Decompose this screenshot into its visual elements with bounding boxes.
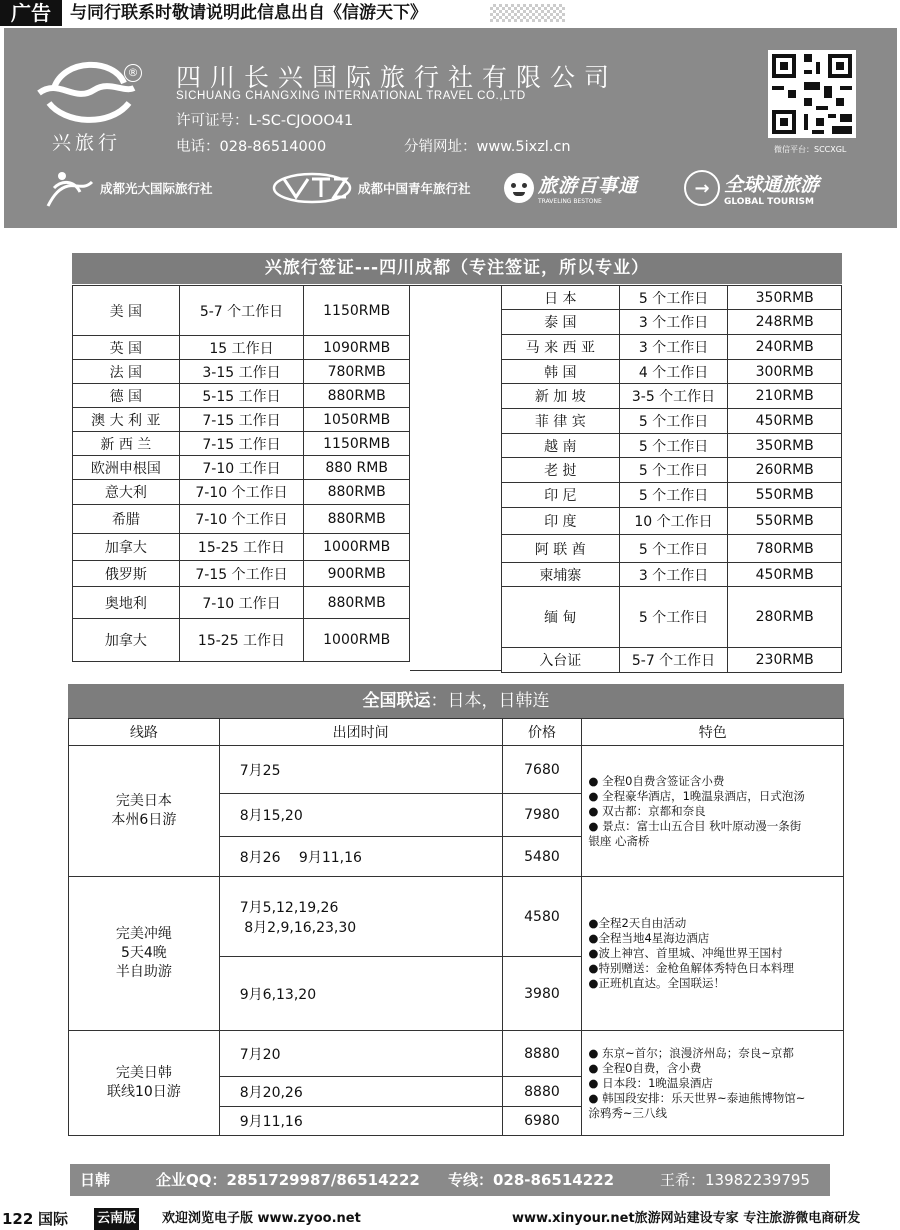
- visa-row: [73, 286, 410, 336]
- visa-time: 5 个工作日: [619, 535, 728, 563]
- visa-country: 入台证: [502, 648, 620, 673]
- visa-row: [73, 360, 410, 384]
- tour-price: 8880: [502, 1077, 582, 1107]
- visa-price: 1150RMB: [304, 432, 410, 456]
- tour-date: 8月15,20: [219, 794, 502, 837]
- visa-price: 880RMB: [304, 384, 410, 408]
- visa-row: [502, 335, 842, 360]
- visa-row: [73, 408, 410, 432]
- visa-time: 7-10 个工作日: [179, 480, 304, 505]
- contact-label: 日韩: [80, 1171, 111, 1189]
- visa-time: 5 个工作日: [619, 409, 728, 434]
- decorative-pattern: [490, 4, 565, 22]
- visa-row: [73, 336, 410, 360]
- tour-price: 7680: [502, 746, 582, 794]
- visa-country: 希腊: [73, 505, 180, 534]
- arrow-circle-icon: →: [684, 170, 720, 206]
- tour-price: 4580: [502, 877, 582, 957]
- visa-country: 韩 国: [502, 360, 620, 384]
- company-name-en: SICHUANG CHANGXING INTERNATIONAL TRAVEL CO.,LTD: [176, 90, 526, 102]
- visa-price: 1090RMB: [304, 336, 410, 360]
- visa-country: 法 国: [73, 360, 180, 384]
- wave-logo-icon: [34, 48, 144, 128]
- license-number: 许可证号：L-SC-CJOOO41: [176, 113, 354, 129]
- tour-date: 8月26 9月11,16: [219, 837, 502, 877]
- visa-price: 450RMB: [728, 409, 842, 434]
- visa-price: 450RMB: [728, 563, 842, 587]
- source-notice: 与同行联系时敬请说明此信息出自《信游天下》: [70, 3, 427, 23]
- cyts-logo-icon: [272, 171, 352, 205]
- header-date: 出团时间: [219, 719, 502, 746]
- visa-row: [73, 480, 410, 505]
- visa-row: [73, 505, 410, 534]
- tour-date: 7月5,12,19,26 8月2,9,16,23,30: [219, 877, 502, 957]
- agency-banner: [4, 28, 897, 228]
- partner-name: 旅游百事通: [538, 175, 639, 197]
- visa-country: 加拿大: [73, 619, 180, 662]
- contact-bar: [70, 1164, 830, 1196]
- table-spacer: [410, 285, 501, 671]
- feature-line: ●全程当地4星海边酒店: [588, 931, 710, 945]
- page-number: 122: [2, 1210, 34, 1228]
- visa-time: 3 个工作日: [619, 335, 728, 360]
- visa-country: 印 尼: [502, 483, 620, 508]
- header-features: 特色: [582, 719, 844, 746]
- visa-price: 780RMB: [728, 535, 842, 563]
- visa-price: 780RMB: [304, 360, 410, 384]
- visa-price: 880 RMB: [304, 456, 410, 480]
- partner-sub: TRAVELING BESTONE: [538, 198, 602, 205]
- visa-row: [502, 384, 842, 409]
- contact-line: 专线：028-86514222: [448, 1171, 615, 1189]
- partner-cyts: [272, 168, 471, 208]
- visa-row: [502, 434, 842, 458]
- visa-row: [502, 483, 842, 508]
- visa-time: 15 工作日: [179, 336, 304, 360]
- tour-route: 完美日韩 联线10日游: [69, 1031, 220, 1136]
- visa-row: [502, 587, 842, 648]
- visa-country: 奥地利: [73, 587, 180, 619]
- visa-time: 3-15 工作日: [179, 360, 304, 384]
- visa-time: 5-7 个工作日: [619, 648, 728, 673]
- visa-time: 5 个工作日: [619, 483, 728, 508]
- visa-price: 1000RMB: [304, 619, 410, 662]
- header-price: 价格: [502, 719, 582, 746]
- visa-price: 880RMB: [304, 587, 410, 619]
- tour-price: 3980: [502, 957, 582, 1031]
- header-route: 线路: [69, 719, 220, 746]
- partner-global: [684, 168, 819, 208]
- visa-row: [502, 563, 842, 587]
- tour-price: 7980: [502, 794, 582, 837]
- tour-date: 7月25: [219, 746, 502, 794]
- tour-title-rest: ：日本，日韩连: [430, 691, 550, 711]
- visa-time: 5-15 工作日: [179, 384, 304, 408]
- wechat-label: 微信平台：SCCXGL: [774, 145, 847, 154]
- feature-line: ●正班机直达。全国联运！: [588, 976, 725, 990]
- visa-time: 3 个工作日: [619, 563, 728, 587]
- visa-price: 260RMB: [728, 458, 842, 483]
- visa-country: 印 度: [502, 508, 620, 535]
- visa-time: 7-15 个工作日: [179, 561, 304, 587]
- visa-time: 7-15 工作日: [179, 432, 304, 456]
- tour-table: [68, 718, 844, 1136]
- feature-line: ● 韩国段安排：乐天世界~泰迪熊博物馆~: [588, 1090, 806, 1105]
- partner-name: 成都光大国际旅行社: [100, 181, 213, 196]
- visa-row: [73, 587, 410, 619]
- tour-date: 7月20: [219, 1031, 502, 1077]
- visa-country: 新 加 坡: [502, 384, 620, 409]
- visa-table-right: [501, 285, 842, 673]
- visa-country: 老 挝: [502, 458, 620, 483]
- tour-features: [582, 877, 844, 1031]
- visa-price: 1050RMB: [304, 408, 410, 432]
- feature-line: ● 全程0自费，含小费: [588, 1060, 702, 1075]
- visa-price: 210RMB: [728, 384, 842, 409]
- visa-price: 300RMB: [728, 360, 842, 384]
- visa-country: 德 国: [73, 384, 180, 408]
- distribution-website: 分销网址：www.5ixzl.cn: [404, 139, 571, 155]
- visa-price: 1150RMB: [304, 286, 410, 336]
- feature-line: 银座 心斋桥: [588, 833, 650, 848]
- runner-logo-icon: [40, 168, 100, 208]
- visa-time: 10 个工作日: [619, 508, 728, 535]
- visa-country: 美 国: [73, 286, 180, 336]
- visa-price: 550RMB: [728, 508, 842, 535]
- visa-country: 柬埔寨: [502, 563, 620, 587]
- tour-date: 9月6,13,20: [219, 957, 502, 1031]
- tour-date: 8月20,26: [219, 1077, 502, 1107]
- visa-time: 7-10 工作日: [179, 587, 304, 619]
- visa-price: 230RMB: [728, 648, 842, 673]
- feature-line: ● 全程0自费含签证含小费: [588, 773, 725, 788]
- feature-line: ● 景点：富士山五合目 秋叶原动漫一条街: [588, 818, 802, 833]
- contact-qq: 企业QQ：2851729987/86514222: [156, 1171, 420, 1189]
- tour-date: 9月11,16: [219, 1107, 502, 1136]
- visa-row: [502, 648, 842, 673]
- visa-country: 加拿大: [73, 534, 180, 561]
- feature-line: ●特别赠送：金枪鱼解体秀特色日本料理: [588, 961, 794, 975]
- visa-table-left: [72, 285, 410, 662]
- visa-country: 缅 甸: [502, 587, 620, 648]
- visa-row: [502, 360, 842, 384]
- visa-price: 350RMB: [728, 286, 842, 310]
- visa-time: 5 个工作日: [619, 286, 728, 310]
- visa-time: 15-25 工作日: [179, 619, 304, 662]
- visa-row: [502, 409, 842, 434]
- visa-time: 7-10 工作日: [179, 456, 304, 480]
- tour-features: [582, 1031, 844, 1136]
- visa-price: 240RMB: [728, 335, 842, 360]
- phone-number: 电话：028-86514000: [176, 139, 327, 155]
- ad-tag: 广告: [0, 0, 62, 26]
- visa-row: [502, 458, 842, 483]
- visa-country: 日 本: [502, 286, 620, 310]
- mascot-icon: [504, 173, 534, 203]
- visa-row: [502, 286, 842, 310]
- qr-code-icon: [768, 50, 856, 138]
- logo-text: 兴旅行: [52, 132, 122, 154]
- visa-row: [502, 310, 842, 335]
- visa-time: 7-15 工作日: [179, 408, 304, 432]
- visa-time: 3 个工作日: [619, 310, 728, 335]
- visa-price: 1000RMB: [304, 534, 410, 561]
- visa-row: [73, 384, 410, 408]
- visa-country: 澳 大 利 亚: [73, 408, 180, 432]
- tour-title-bold: 全国联运: [362, 691, 431, 711]
- visa-price: 350RMB: [728, 434, 842, 458]
- footer-welcome: 欢迎浏览电子版 www.zyoo.net: [162, 1211, 361, 1226]
- feature-line: ● 东京~首尔；浪漫济州岛；奈良~京都: [588, 1045, 794, 1060]
- tour-price: 8880: [502, 1031, 582, 1077]
- visa-row: [502, 535, 842, 563]
- visa-section-title: 兴旅行签证---四川成都（专注签证，所以专业）: [72, 253, 842, 284]
- footer-slogan: www.xinyour.net旅游网站建设专家 专注旅游微电商研发: [512, 1211, 861, 1226]
- visa-country: 越 南: [502, 434, 620, 458]
- visa-row: [73, 561, 410, 587]
- tour-route: 完美冲绳 5天4晚 半自助游: [69, 877, 220, 1031]
- visa-row: [73, 619, 410, 662]
- tour-features: [582, 746, 844, 877]
- visa-country: 泰 国: [502, 310, 620, 335]
- tour-row: [69, 877, 844, 957]
- feature-line: ● 日本段：1晚温泉酒店: [588, 1075, 713, 1090]
- partner-bestone: [504, 168, 638, 208]
- footer-edition: 云南版: [94, 1208, 139, 1230]
- registered-mark: ®: [124, 64, 142, 82]
- visa-price: 248RMB: [728, 310, 842, 335]
- visa-time: 15-25 工作日: [179, 534, 304, 561]
- partner-sub: GLOBAL TOURISM: [724, 196, 814, 207]
- visa-price: 550RMB: [728, 483, 842, 508]
- visa-price: 880RMB: [304, 480, 410, 505]
- visa-price: 280RMB: [728, 587, 842, 648]
- feature-line: 涂鸦秀~三八线: [588, 1105, 668, 1120]
- visa-country: 俄罗斯: [73, 561, 180, 587]
- visa-time: 7-10 个工作日: [179, 505, 304, 534]
- visa-row: [73, 456, 410, 480]
- partner-name: 全球通旅游: [724, 173, 820, 196]
- visa-row: [502, 508, 842, 535]
- visa-country: 菲 律 宾: [502, 409, 620, 434]
- partner-everbright: [40, 168, 213, 208]
- visa-country: 阿 联 酋: [502, 535, 620, 563]
- visa-time: 5 个工作日: [619, 434, 728, 458]
- visa-time: 3-5 个工作日: [619, 384, 728, 409]
- visa-country: 意大利: [73, 480, 180, 505]
- visa-time: 5-7 个工作日: [179, 286, 304, 336]
- visa-time: 5 个工作日: [619, 458, 728, 483]
- company-name-cn: 四川长兴国际旅行社有限公司: [176, 63, 619, 92]
- tour-price: 6980: [502, 1107, 582, 1136]
- tour-row: [69, 746, 844, 794]
- visa-time: 5 个工作日: [619, 587, 728, 648]
- visa-country: 新 西 兰: [73, 432, 180, 456]
- visa-country: 马 来 西 亚: [502, 335, 620, 360]
- feature-line: ●全程2天自由活动: [588, 916, 687, 930]
- feature-line: ● 全程豪华酒店，1晚温泉酒店，日式泡汤: [588, 788, 805, 803]
- contact-person: 王希：13982239795: [660, 1171, 810, 1189]
- visa-country: 欧洲申根国: [73, 456, 180, 480]
- tour-route: 完美日本 本州6日游: [69, 746, 220, 877]
- footer-section: 国际: [38, 1210, 69, 1228]
- tour-section-title: [68, 684, 844, 718]
- tour-row: [69, 1031, 844, 1077]
- feature-line: ● 双古都：京都和奈良: [588, 803, 706, 818]
- visa-price: 900RMB: [304, 561, 410, 587]
- visa-row: [73, 432, 410, 456]
- page-footer: [0, 1208, 900, 1230]
- visa-country: 英 国: [73, 336, 180, 360]
- visa-price: 880RMB: [304, 505, 410, 534]
- visa-row: [73, 534, 410, 561]
- partner-name: 成都中国青年旅行社: [358, 181, 471, 196]
- tour-price: 5480: [502, 837, 582, 877]
- visa-time: 4 个工作日: [619, 360, 728, 384]
- feature-line: ●波上神宫、首里城、冲绳世界王国村: [588, 946, 783, 960]
